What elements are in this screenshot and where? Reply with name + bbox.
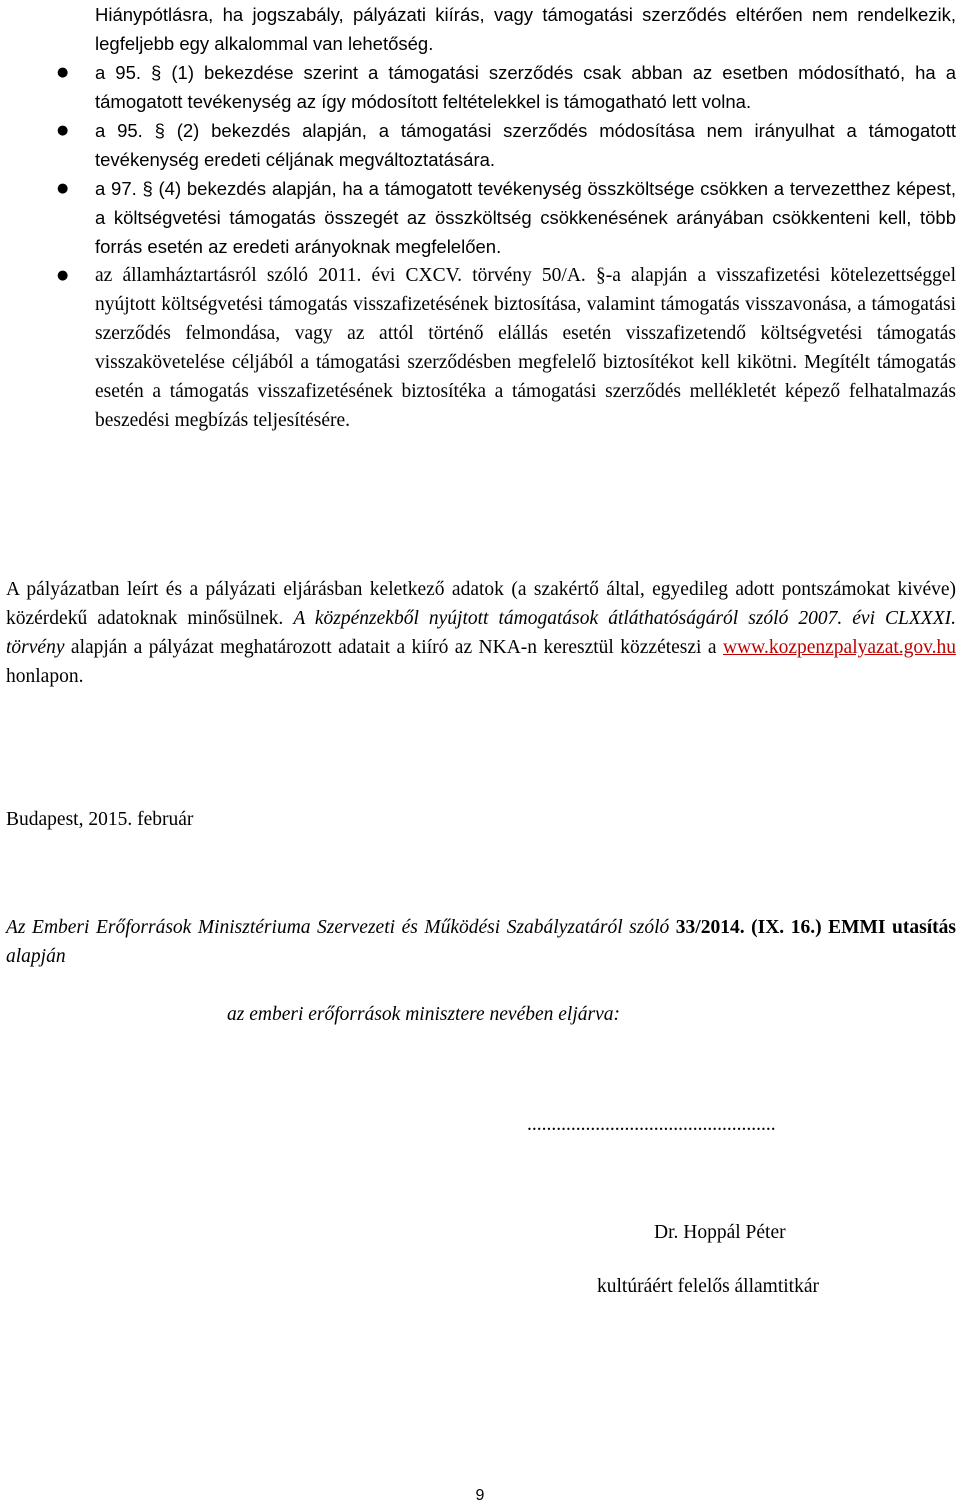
- authority-text-1: Az Emberi Erőforrások Minisztériuma Szervezeti és Működési Szabályzatáról szóló: [6, 917, 676, 938]
- conditions-list: [57, 0, 956, 435]
- intro-paragraph: [95, 0, 956, 58]
- list-item: [57, 58, 956, 116]
- signer-name: Dr. Hoppál Péter: [654, 1222, 786, 1243]
- bullet-icon: ●: [57, 123, 69, 138]
- intro-text: Hiánypótlásra, ha jogszabály, pályázati kiírás, vagy támogatási szerződés eltérően nem rendelkezik, legfeljebb egy alkalommal van lehetőség.: [95, 4, 956, 54]
- public-data-text-3: honlapon.: [6, 666, 84, 687]
- bullet-icon: ●: [57, 268, 69, 283]
- bullet-icon: ●: [57, 181, 69, 196]
- list-item: [57, 261, 956, 435]
- authority-paragraph: [6, 913, 956, 971]
- on-behalf-line: az emberi erőforrások minisztere nevében eljárva:: [227, 1004, 620, 1025]
- law-reference: A közpénzekből nyújtott támogatások átláthatóságáról szóló 2007. évi CLXXXI. törvény: [6, 608, 956, 658]
- list-item-text: a 95. § (1) bekezdése szerint a támogatási szerződés csak abban az esetben módosítható, ha a támogatott tevékenység az így módosított feltételekkel is támogatható lett volna.: [95, 62, 956, 112]
- signature-line: ...................................................: [527, 1114, 776, 1135]
- page-number: 9: [475, 1487, 485, 1504]
- list-item: [57, 174, 956, 261]
- signer-title: kultúráért felelős államtitkár: [597, 1276, 819, 1297]
- list-item-text: az államháztartásról szóló 2011. évi CXCV. törvény 50/A. §-a alapján a visszafizetési kötelezettséggel nyújtott költségvetési támogatás visszafizetésének biztosítása, valamint támogatás visszavonása, a támogatási szerződés felmondása, vagy az attól történő elállás esetén visszafizetendő költségvetési támogatás visszakövetelése céljából a támogatási szerződésben megfelelő biztosítékot kell kikötni. Megítélt támogatás esetén a támogatás visszafizetésének biztosítéka a támogatási szerződés mellékletét képező felhatalmazás beszedési megbízás teljesítésére.: [95, 265, 956, 431]
- public-data-text-1: A pályázatban leírt és a pályázati eljárásban keletkező adatok (a szakértő által, egyedileg adott pontszámokat kivéve) közérdekű adatoknak minősülnek.: [6, 579, 956, 629]
- bullet-icon: ●: [57, 65, 69, 80]
- kozpenzpalyazat-link[interactable]: www.kozpenzpalyazat.gov.hu: [722, 637, 956, 658]
- list-item-text: a 95. § (2) bekezdés alapján, a támogatási szerződés módosítása nem irányulhat a támogatott tevékenység eredeti céljának megváltoztatására.: [95, 120, 956, 170]
- date-line: Budapest, 2015. február: [6, 809, 194, 830]
- authority-reference: 33/2014. (IX. 16.) EMMI utasítás: [675, 917, 956, 938]
- list-item-text: a 97. § (4) bekezdés alapján, ha a támogatott tevékenység összköltsége csökken a tervezetthez képest, a költségvetési támogatás összegét az összköltség csökkenésének arányában csökkenteni kell, több forrás esetén az eredeti arányoknak megfelelően.: [95, 178, 956, 257]
- authority-text-2: alapján: [6, 946, 66, 967]
- public-data-text-2: alapján a pályázat meghatározott adatait a kiíró az NKA-n keresztül közzéteszi a: [64, 637, 723, 658]
- list-item: [57, 116, 956, 174]
- public-data-paragraph: [6, 575, 956, 691]
